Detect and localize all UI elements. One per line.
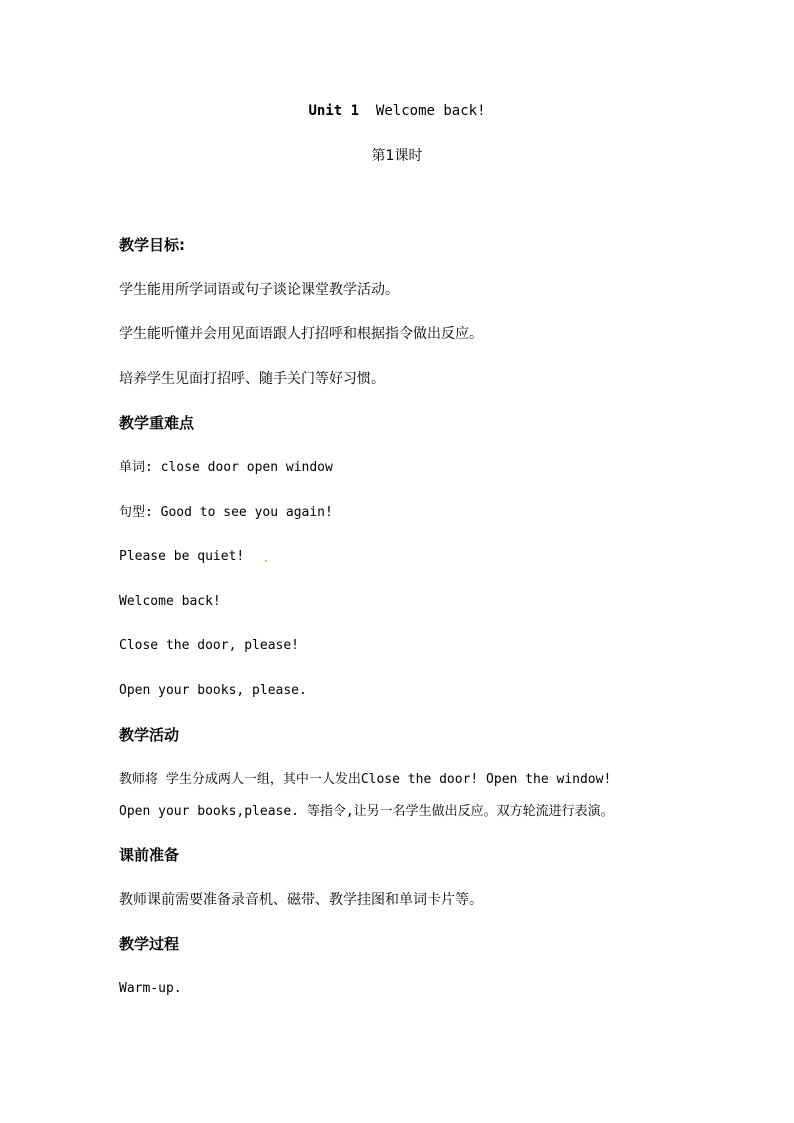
process-text: Warm-up. [119, 981, 182, 996]
objective-item: 学生能听懂并会用见面语跟人打招呼和根据指令做出反应。 [119, 326, 483, 342]
activity-text-line: Open your books,please. 等指令,让另一名学生做出反应。双方轮流进行表演。 [119, 804, 614, 819]
objective-item: 培养学生见面打招呼、随手关门等好习惯。 [119, 371, 385, 387]
document-title [0, 101, 794, 121]
key-sentence: Open your books, please. [119, 683, 307, 698]
key-points-heading: 教学重难点 [119, 414, 195, 432]
preparation-text: 教师课前需要准备录音机、磁带、教学挂图和单词卡片等。 [119, 892, 483, 908]
unit-title: Welcome back! [375, 103, 486, 119]
key-sentence: Welcome back! [119, 594, 221, 609]
activity-text-line: 教师将 学生分成两人一组，其中一人发出Close the door! Open the window! [119, 772, 612, 787]
preparation-heading: 课前准备 [119, 846, 180, 864]
scan-speck [265, 560, 267, 562]
key-words: 单词: close door open window [119, 460, 333, 475]
unit-label: Unit 1 [308, 103, 360, 119]
process-heading: 教学过程 [119, 935, 180, 953]
activity-heading: 教学活动 [119, 726, 180, 744]
key-sentence: 句型: Good to see you again! [119, 505, 333, 520]
key-sentence: Close the door, please! [119, 638, 300, 653]
key-sentence: Please be quiet! [119, 549, 245, 564]
objective-item: 学生能用所学词语或句子谈论课堂教学活动。 [119, 282, 399, 298]
objectives-heading: 教学目标: [119, 236, 185, 254]
lesson-number: 第1课时 [371, 148, 423, 164]
